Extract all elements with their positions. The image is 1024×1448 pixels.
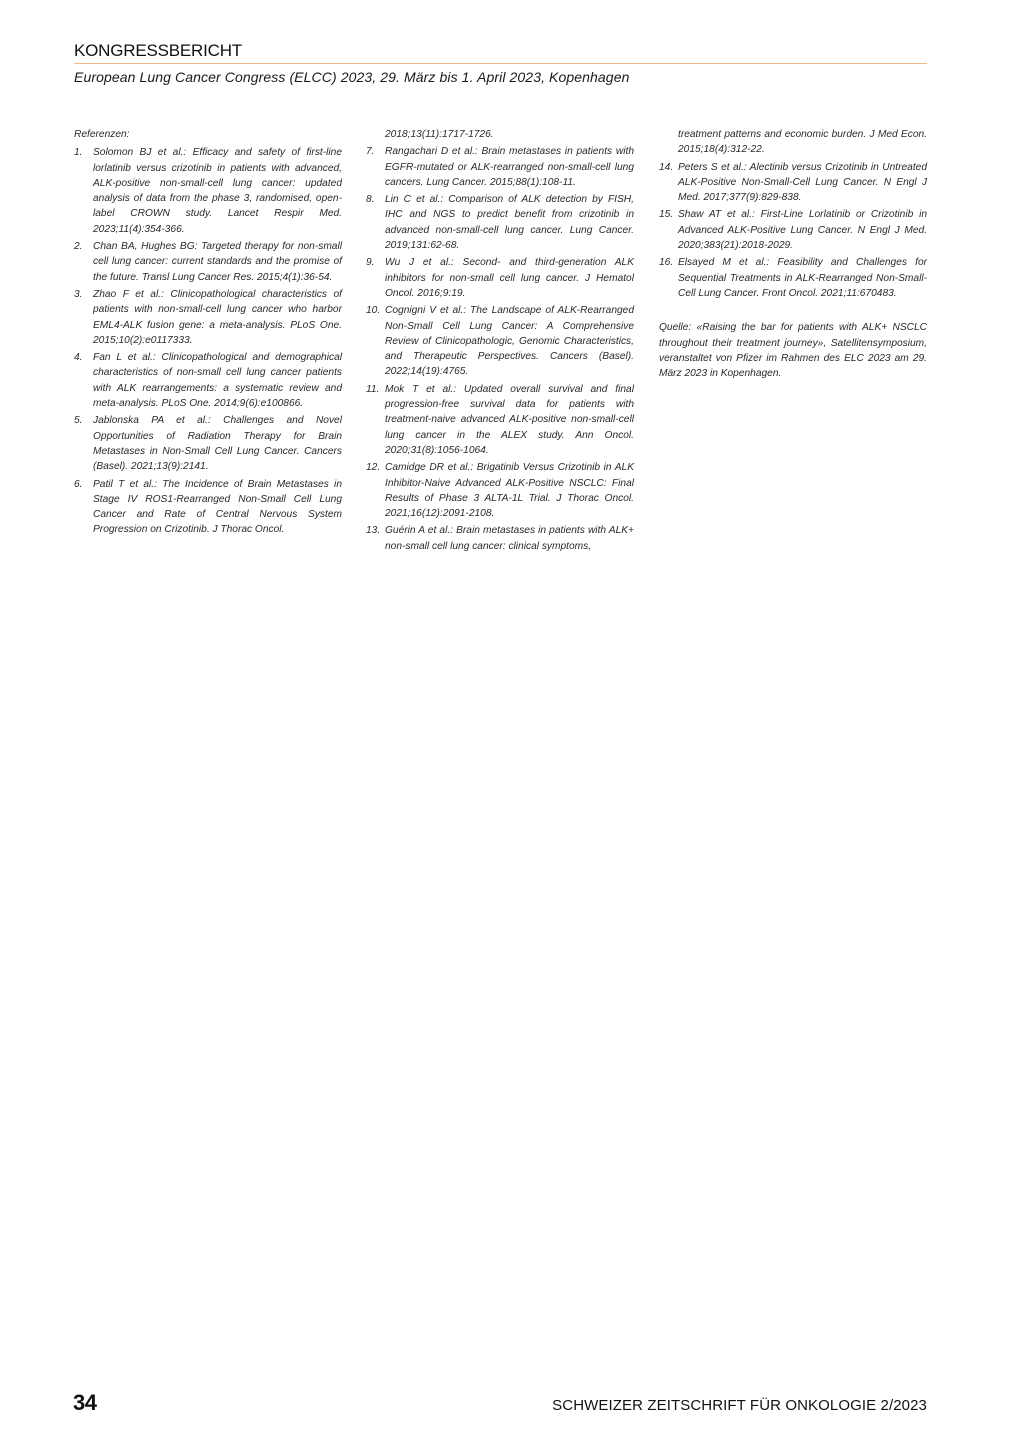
reference-number: 12. <box>366 462 381 474</box>
reference-number: 3. <box>74 288 83 300</box>
reference-continuation: 2018;13(11):1717-1726. <box>385 129 494 140</box>
reference-text: Mok T et al.: Updated overall survival and final progression-free survival data for patients with treatment-naive advanced ALK-positive non-small-cell lung cancer in the ALEX study. Ann Oncol. 2020;31(8):1056-1064. <box>385 383 634 456</box>
source-note: Quelle: «Raising the bar for patients with ALK+ NSCLC throughout their treatment journey», Satellitensymposium, veranstaltet von Pfizer im Rahmen des ELC 2023 am 29. März 2023 in Kopenhagen. <box>659 322 927 380</box>
reference-item <box>74 477 342 538</box>
reference-text: Solomon BJ et al.: Efficacy and safety of first-line lorlatinib versus crizotinib in patients with advanced, ALK-positive non-small-cell lung cancer: updated analysis of data from the phase 3, randomised, open-label CROWN study. Lancet Respir Med. 2023;11(4):354-366. <box>93 147 342 235</box>
reference-item <box>366 382 634 458</box>
reference-text: Fan L et al.: Clinicopathological and demographical characteristics of non-small cell lung cancer patients with ALK rearrangements: a systematic review and meta-analysis. PLoS One. 2014;9(6):e100866. <box>93 352 342 410</box>
reference-text: Elsayed M et al.: Feasibility and Challenges for Sequential Treatments in ALK-Rearranged Non-Small-Cell Lung Cancer. Front Oncol. 2021;11:670483. <box>678 257 927 299</box>
reference-item <box>74 287 342 348</box>
references-heading: Referenzen: <box>74 129 130 140</box>
reference-text: Zhao F et al.: Clinicopathological characteristics of patients with non-small-cell lung cancer who harbor EML4-ALK fusion gene: a meta-analysis. PLoS One. 2015;10(2):e0117333. <box>93 288 342 346</box>
reference-item <box>366 303 634 379</box>
reference-number: 10. <box>366 305 381 317</box>
reference-item <box>659 255 927 301</box>
reference-number: 6. <box>74 478 83 490</box>
reference-continuation: treatment patterns and economic burden. J Med Econ. 2015;18(4):312-22. <box>678 129 927 156</box>
reference-item <box>74 239 342 285</box>
reference-item <box>366 523 634 554</box>
references-column-1 <box>74 127 342 540</box>
reference-text: Shaw AT et al.: First-Line Lorlatinib or Crizotinib in Advanced ALK-Positive Lung Cancer. N Engl J Med. 2020;383(21):2018-2029. <box>678 209 927 252</box>
reference-item <box>366 460 634 521</box>
reference-item <box>366 255 634 301</box>
references-column-3 <box>659 127 927 381</box>
reference-number: 9. <box>366 257 375 269</box>
reference-number: 14. <box>659 161 674 173</box>
reference-number: 1. <box>74 147 83 159</box>
reference-text: Camidge DR et al.: Brigatinib Versus Crizotinib in ALK Inhibitor-Naive Advanced ALK-Positive NSCLC: Final Results of Phase 3 ALTA-1L Trial. J Thorac Oncol. 2021;16(12):2091-2108. <box>385 462 634 520</box>
reference-number: 15. <box>659 209 674 221</box>
reference-item <box>74 145 342 237</box>
reference-text: Chan BA, Hughes BG: Targeted therapy for non-small cell lung cancer: current standards and the promise of the future. Transl Lung Cancer Res. 2015;4(1):36-54. <box>93 241 342 283</box>
reference-item <box>366 144 634 190</box>
journal-name: SCHWEIZER ZEITSCHRIFT FÜR ONKOLOGIE 2/2023 <box>552 1397 927 1414</box>
header-divider <box>74 63 927 64</box>
reference-number: 2. <box>74 241 83 253</box>
reference-item <box>366 192 634 253</box>
reference-text: Rangachari D et al.: Brain metastases in patients with EGFR-mutated or ALK-rearranged non-small-cell lung cancers. Lung Cancer. 2015;88(1):108-11. <box>385 146 634 188</box>
reference-text: Wu J et al.: Second- and third-generation ALK inhibitors for non-small cell lung cancer. J Hematol Oncol. 2016;9:19. <box>385 257 634 299</box>
section-label: KONGRESSBERICHT <box>74 41 242 60</box>
reference-text: Lin C et al.: Comparison of ALK detection by FISH, IHC and NGS to predict benefit from crizotinib in advanced non-small-cell lung cancer. Lung Cancer. 2019;131:62-68. <box>385 194 634 252</box>
reference-number: 8. <box>366 194 375 206</box>
reference-number: 16. <box>659 257 674 269</box>
reference-number: 7. <box>366 146 375 158</box>
page-number: 34 <box>73 1390 97 1415</box>
reference-text: Peters S et al.: Alectinib versus Crizotinib in Untreated ALK-Positive Non-Small-Cell Lung Cancer. N Engl J Med. 2017;377(9):829-838. <box>678 161 927 204</box>
reference-text: Guérin A et al.: Brain metastases in patients with ALK+ non-small cell lung cancer: clinical symptoms, <box>385 525 634 552</box>
page-header <box>74 40 927 86</box>
reference-item <box>74 413 342 474</box>
reference-number: 13. <box>366 525 381 537</box>
congress-subtitle: European Lung Cancer Congress (ELCC) 2023, 29. März bis 1. April 2023, Kopenhagen <box>74 69 630 85</box>
reference-number: 5. <box>74 415 83 427</box>
reference-item <box>659 160 927 206</box>
reference-number: 11. <box>366 383 380 395</box>
reference-text: Cognigni V et al.: The Landscape of ALK-Rearranged Non-Small Cell Lung Cancer: A Comprehensive Review of Clinicopathologic, Genomic Characteristics, and Therapeutic Perspectives. Cancers (Basel). 2022;14(19):4765. <box>385 305 634 378</box>
reference-text: Jablonska PA et al.: Challenges and Novel Opportunities of Radiation Therapy for Brain Metastases in Non-Small Cell Lung Cancer. Cancers (Basel). 2021;13(9):2141. <box>93 415 342 473</box>
references-column-2 <box>366 127 634 556</box>
reference-item <box>659 207 927 253</box>
reference-text: Patil T et al.: The Incidence of Brain Metastases in Stage IV ROS1-Rearranged Non-Small Cell Lung Cancer and Rate of Central Nervous System Progression on Crizotinib. J Thorac Oncol. <box>93 478 342 536</box>
reference-number: 4. <box>74 352 83 364</box>
reference-item <box>74 350 342 411</box>
